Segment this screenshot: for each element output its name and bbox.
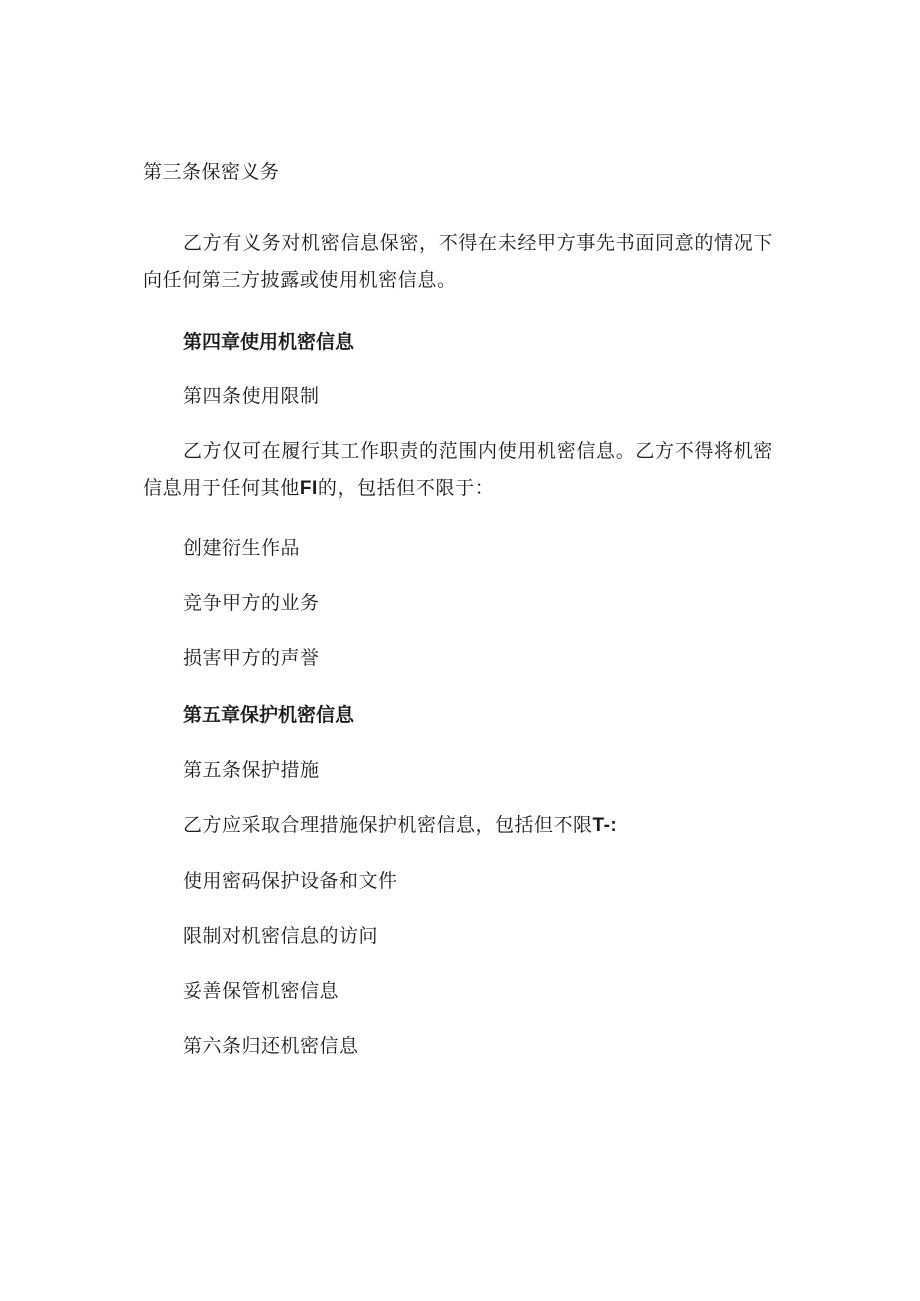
list-item: 竞争甲方的业务 bbox=[183, 592, 320, 614]
list-item: 限制对机密信息的访问 bbox=[183, 925, 379, 947]
article-3-title: 第三条保密义务 bbox=[143, 161, 280, 183]
chapter-4-heading: 第四章使用机密信息 bbox=[183, 331, 355, 353]
article-5-body-fragment: T-: bbox=[592, 815, 618, 836]
article-4-body bbox=[143, 433, 773, 507]
list-item: 使用密码保护设备和文件 bbox=[183, 870, 398, 892]
article-4-body-text: 乙方仅可在履行其工作职责的范围内使用机密信息。乙方不得将机密信息用于任何其他 bbox=[143, 440, 773, 499]
article-6-title: 第六条归还机密信息 bbox=[183, 1035, 359, 1057]
article-5-body-text: 乙方应采取合理措施保护机密信息，包括但不限 bbox=[183, 814, 593, 836]
list-item: 创建衍生作品 bbox=[183, 537, 301, 559]
article-5-title: 第五条保护措施 bbox=[183, 759, 320, 781]
article-5-body bbox=[183, 813, 617, 838]
article-3-body: 乙方有义务对机密信息保密，不得在未经甲方事先书面同意的情况下向任何第三方披露或使用机密信息。 bbox=[143, 232, 773, 291]
article-4-body-fragment: FI bbox=[299, 478, 318, 499]
article-4-body-tail: 的，包括但不限于： bbox=[317, 477, 495, 499]
chapter-5-heading: 第五章保护机密信息 bbox=[183, 704, 355, 726]
list-item: 妥善保管机密信息 bbox=[183, 980, 340, 1002]
list-item: 损害甲方的声誉 bbox=[183, 647, 320, 669]
article-4-title: 第四条使用限制 bbox=[183, 385, 320, 407]
